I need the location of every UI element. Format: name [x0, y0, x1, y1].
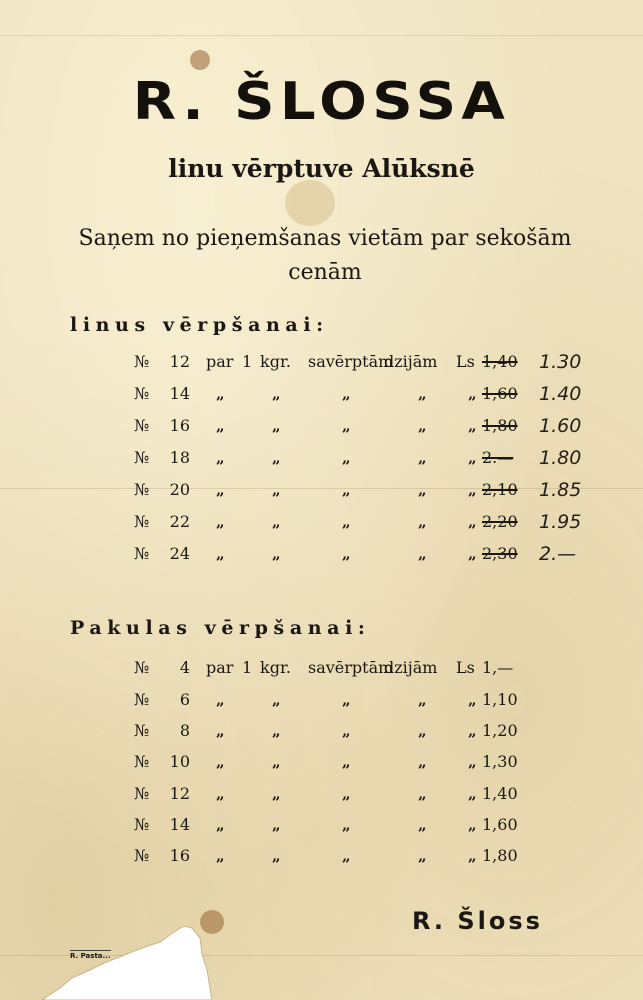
ditto-mark: „ [216, 847, 225, 865]
old-price: 1,80 [482, 416, 518, 435]
number-sign: № [134, 544, 150, 563]
stain-spot [285, 180, 335, 226]
yarn-number: 10 [169, 752, 190, 771]
linen-price-row [134, 348, 604, 376]
currency-label: Ls [456, 658, 475, 677]
ditto-mark: „ [418, 722, 427, 740]
ditto-mark: „ [418, 691, 427, 709]
number-sign: № [134, 815, 150, 834]
ditto-mark: „ [468, 385, 477, 403]
handwritten-new-price: 1.95 [539, 511, 582, 533]
ditto-mark: „ [342, 847, 351, 865]
number-sign: № [134, 846, 150, 865]
ditto-mark: „ [272, 847, 281, 865]
signature: R. Šloss [412, 907, 543, 935]
company-title: R. ŠLOSSA [132, 72, 511, 132]
number-sign: № [134, 784, 150, 803]
price: 1,80 [482, 846, 518, 865]
tow-price-row [134, 811, 604, 839]
spun-label: savērptām [308, 352, 394, 371]
price: 1,60 [482, 815, 518, 834]
ditto-mark: „ [216, 785, 225, 803]
number-sign: № [134, 480, 150, 499]
ditto-mark: „ [418, 847, 427, 865]
yarn-number: 20 [169, 480, 190, 499]
tow-price-row [134, 717, 604, 745]
ditto-mark: „ [216, 513, 225, 531]
ditto-mark: „ [342, 481, 351, 499]
yarn-number: 22 [169, 512, 190, 531]
price: 1,20 [482, 721, 518, 740]
qty-label: 1 [242, 658, 253, 677]
ditto-mark: „ [342, 722, 351, 740]
number-sign: № [134, 416, 150, 435]
ditto-mark: „ [272, 481, 281, 499]
ditto-mark: „ [272, 385, 281, 403]
ditto-mark: „ [342, 753, 351, 771]
number-sign: № [134, 352, 150, 371]
ditto-mark: „ [418, 513, 427, 531]
number-sign: № [134, 752, 150, 771]
ditto-mark: „ [418, 785, 427, 803]
ditto-mark: „ [342, 691, 351, 709]
printer-mark: R. Pasta... [70, 952, 111, 960]
yarn-number: 14 [169, 815, 190, 834]
number-sign: № [134, 384, 150, 403]
qty-label: 1 [242, 352, 253, 371]
handwritten-new-price: 1.30 [539, 351, 582, 373]
company-subtitle: linu vērptuve Alūksnē [168, 154, 475, 183]
ditto-mark: „ [272, 722, 281, 740]
ditto-mark: „ [418, 481, 427, 499]
price: 1,40 [482, 784, 518, 803]
ditto-mark: „ [468, 785, 477, 803]
torn-paper-hole [42, 918, 212, 1000]
ditto-mark: „ [468, 722, 477, 740]
ditto-mark: „ [216, 816, 225, 834]
yarn-label: dzijām [384, 352, 438, 371]
ditto-mark: „ [272, 691, 281, 709]
number-sign: № [134, 690, 150, 709]
ditto-mark: „ [342, 816, 351, 834]
tow-price-row [134, 780, 604, 808]
ditto-mark: „ [418, 753, 427, 771]
ditto-mark: „ [468, 513, 477, 531]
old-price: 2,10 [482, 480, 518, 499]
unit-label: kgr. [260, 352, 291, 371]
ditto-mark: „ [342, 449, 351, 467]
price: 1,10 [482, 690, 518, 709]
ditto-mark: „ [272, 753, 281, 771]
linen-price-row [134, 508, 604, 536]
ditto-mark: „ [418, 449, 427, 467]
ditto-mark: „ [418, 417, 427, 435]
number-sign: № [134, 448, 150, 467]
old-price: 2.— [482, 448, 514, 467]
linen-section-heading: linus vērpšanai: [70, 314, 329, 336]
tow-price-row [134, 842, 604, 870]
linen-price-row [134, 444, 604, 472]
old-price: 1,60 [482, 384, 518, 403]
number-sign: № [134, 512, 150, 531]
unit-label: kgr. [260, 658, 291, 677]
ditto-mark: „ [216, 417, 225, 435]
ditto-mark: „ [418, 816, 427, 834]
linen-price-row [134, 476, 604, 504]
number-sign: № [134, 721, 150, 740]
price: 1,— [482, 658, 514, 677]
ditto-mark: „ [418, 545, 427, 563]
ditto-mark: „ [272, 513, 281, 531]
par-label: par [206, 352, 234, 371]
ditto-mark: „ [468, 753, 477, 771]
tow-section-heading: Pakulas vērpšanai: [70, 617, 371, 639]
ditto-mark: „ [468, 417, 477, 435]
ditto-mark: „ [216, 385, 225, 403]
intro-text: Saņem no pieņemšanas vietām par sekošām cenām [78, 226, 572, 285]
number-sign: № [134, 658, 150, 677]
yarn-number: 4 [179, 658, 190, 677]
old-price: 2,20 [482, 512, 518, 531]
ditto-mark: „ [216, 481, 225, 499]
tow-price-row [134, 654, 604, 682]
ditto-mark: „ [468, 816, 477, 834]
yarn-number: 16 [169, 846, 190, 865]
ditto-mark: „ [272, 785, 281, 803]
yarn-label: dzijām [384, 658, 438, 677]
ditto-mark: „ [468, 481, 477, 499]
ditto-mark: „ [216, 722, 225, 740]
tow-price-row [134, 748, 604, 776]
yarn-number: 14 [169, 384, 190, 403]
yarn-number: 24 [169, 544, 190, 563]
handwritten-new-price: 1.60 [539, 415, 582, 437]
ditto-mark: „ [272, 816, 281, 834]
ditto-mark: „ [272, 449, 281, 467]
paper-fold-line [0, 35, 643, 36]
currency-label: Ls [456, 352, 475, 371]
ditto-mark: „ [342, 545, 351, 563]
ditto-mark: „ [342, 513, 351, 531]
yarn-number: 16 [169, 416, 190, 435]
ditto-mark: „ [468, 449, 477, 467]
old-price: 1,40 [482, 352, 518, 371]
spun-label: savērptām [308, 658, 394, 677]
ditto-mark: „ [342, 385, 351, 403]
yarn-number: 8 [179, 721, 190, 740]
ditto-mark: „ [342, 417, 351, 435]
handwritten-new-price: 1.85 [539, 479, 582, 501]
par-label: par [206, 658, 234, 677]
ditto-mark: „ [468, 847, 477, 865]
ditto-mark: „ [468, 545, 477, 563]
handwritten-new-price: 2.— [539, 543, 577, 565]
stain-spot [190, 50, 210, 70]
linen-price-row [134, 412, 604, 440]
linen-price-row [134, 540, 604, 568]
ditto-mark: „ [468, 691, 477, 709]
tow-price-row [134, 686, 604, 714]
ditto-mark: „ [216, 753, 225, 771]
ditto-mark: „ [216, 691, 225, 709]
price: 1,30 [482, 752, 518, 771]
ditto-mark: „ [272, 545, 281, 563]
ditto-mark: „ [272, 417, 281, 435]
ditto-mark: „ [216, 545, 225, 563]
ditto-mark: „ [342, 785, 351, 803]
ditto-mark: „ [418, 385, 427, 403]
handwritten-new-price: 1.80 [539, 447, 582, 469]
yarn-number: 18 [169, 448, 190, 467]
linen-price-row [134, 380, 604, 408]
old-price: 2,30 [482, 544, 518, 563]
ditto-mark: „ [216, 449, 225, 467]
yarn-number: 12 [169, 352, 190, 371]
yarn-number: 12 [169, 784, 190, 803]
yarn-number: 6 [179, 690, 190, 709]
handwritten-new-price: 1.40 [539, 383, 582, 405]
